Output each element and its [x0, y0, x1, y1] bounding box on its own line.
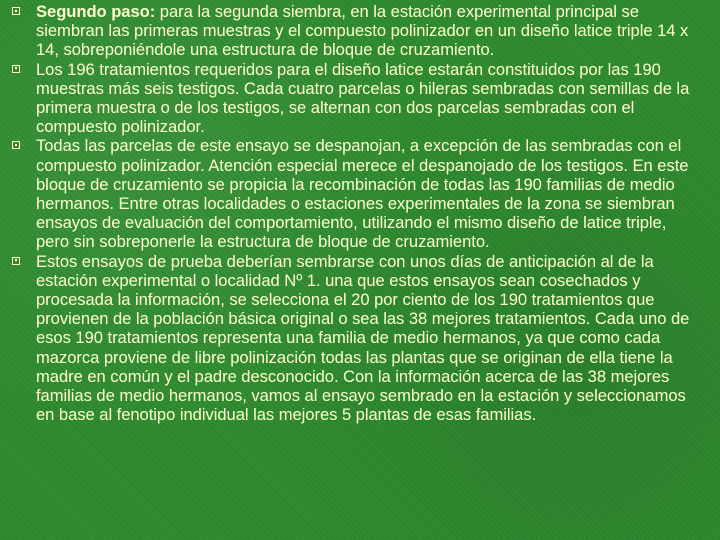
bullet-item-segundo-paso: [12, 2, 700, 60]
bullet-text: para la segunda siembra, en la estación experimental principal se siembran las primeras muestras y el compuesto polinizador en un diseño latice triple 14 x 14, sobreponiéndole una estructura de bloque de cruzamiento.: [36, 2, 689, 60]
bullet-text: Todas las parcelas de este ensayo se despanojan, a excepción de las sembradas con el compuesto polinizador. Atención especial merece el despanojado de los testigos. En este bloque de cruzamiento se propicia la recombinación de todas las 190 familias de medio hermanos. Entre otras localidades o estaciones experimentales de la zona se siembran ensayos de evaluación del comportamiento, utilizando el mismo diseño de latice triple, pero sin sobreponerle la estructura de bloque de cruzamiento.: [36, 136, 689, 252]
bullet-text: Estos ensayos de prueba deberían sembrarse con unos días de anticipación al de la estación experimental o localidad Nº 1. una que estos ensayos sean cosechados y procesada la información, se selecciona el 20 por ciento de los 190 tratamientos que provienen de la población básica original o sea las 38 mejores tratamientos. Cada uno de esos 190 tratamientos representa una familia de medio hermanos, ya que como cada mazorca proviene de libre polinización todas las plantas que se originan de ella tiene la madre en común y el padre desconocido. Con la información acerca de las 38 mejores familias de medio hermanos, vamos al ensayo sembrado en la estación y seleccionamos en base al fenotipo individual las mejores 5 plantas de esas familias.: [36, 251, 690, 425]
bullet-item-despanojado: [12, 136, 700, 251]
square-bullet-icon: [12, 257, 20, 265]
square-bullet-icon: [12, 7, 20, 15]
bullet-text: Los 196 tratamientos requeridos para el diseño latice estarán constituidos por las 190 muestras más seis testigos. Cada cuatro parcelas o hileras sembradas con semillas de la primera muestra o de los testigos, se alternan con dos parcelas sembradas con el compuesto polinizador.: [36, 59, 690, 137]
square-bullet-icon: [12, 65, 20, 73]
square-bullet-icon: [12, 141, 20, 149]
bullet-item-ensayos-prueba: [12, 252, 700, 425]
bullet-item-tratamientos: [12, 60, 700, 137]
bullet-lead-label: Segundo paso:: [36, 2, 156, 21]
bullet-list: [12, 2, 700, 424]
